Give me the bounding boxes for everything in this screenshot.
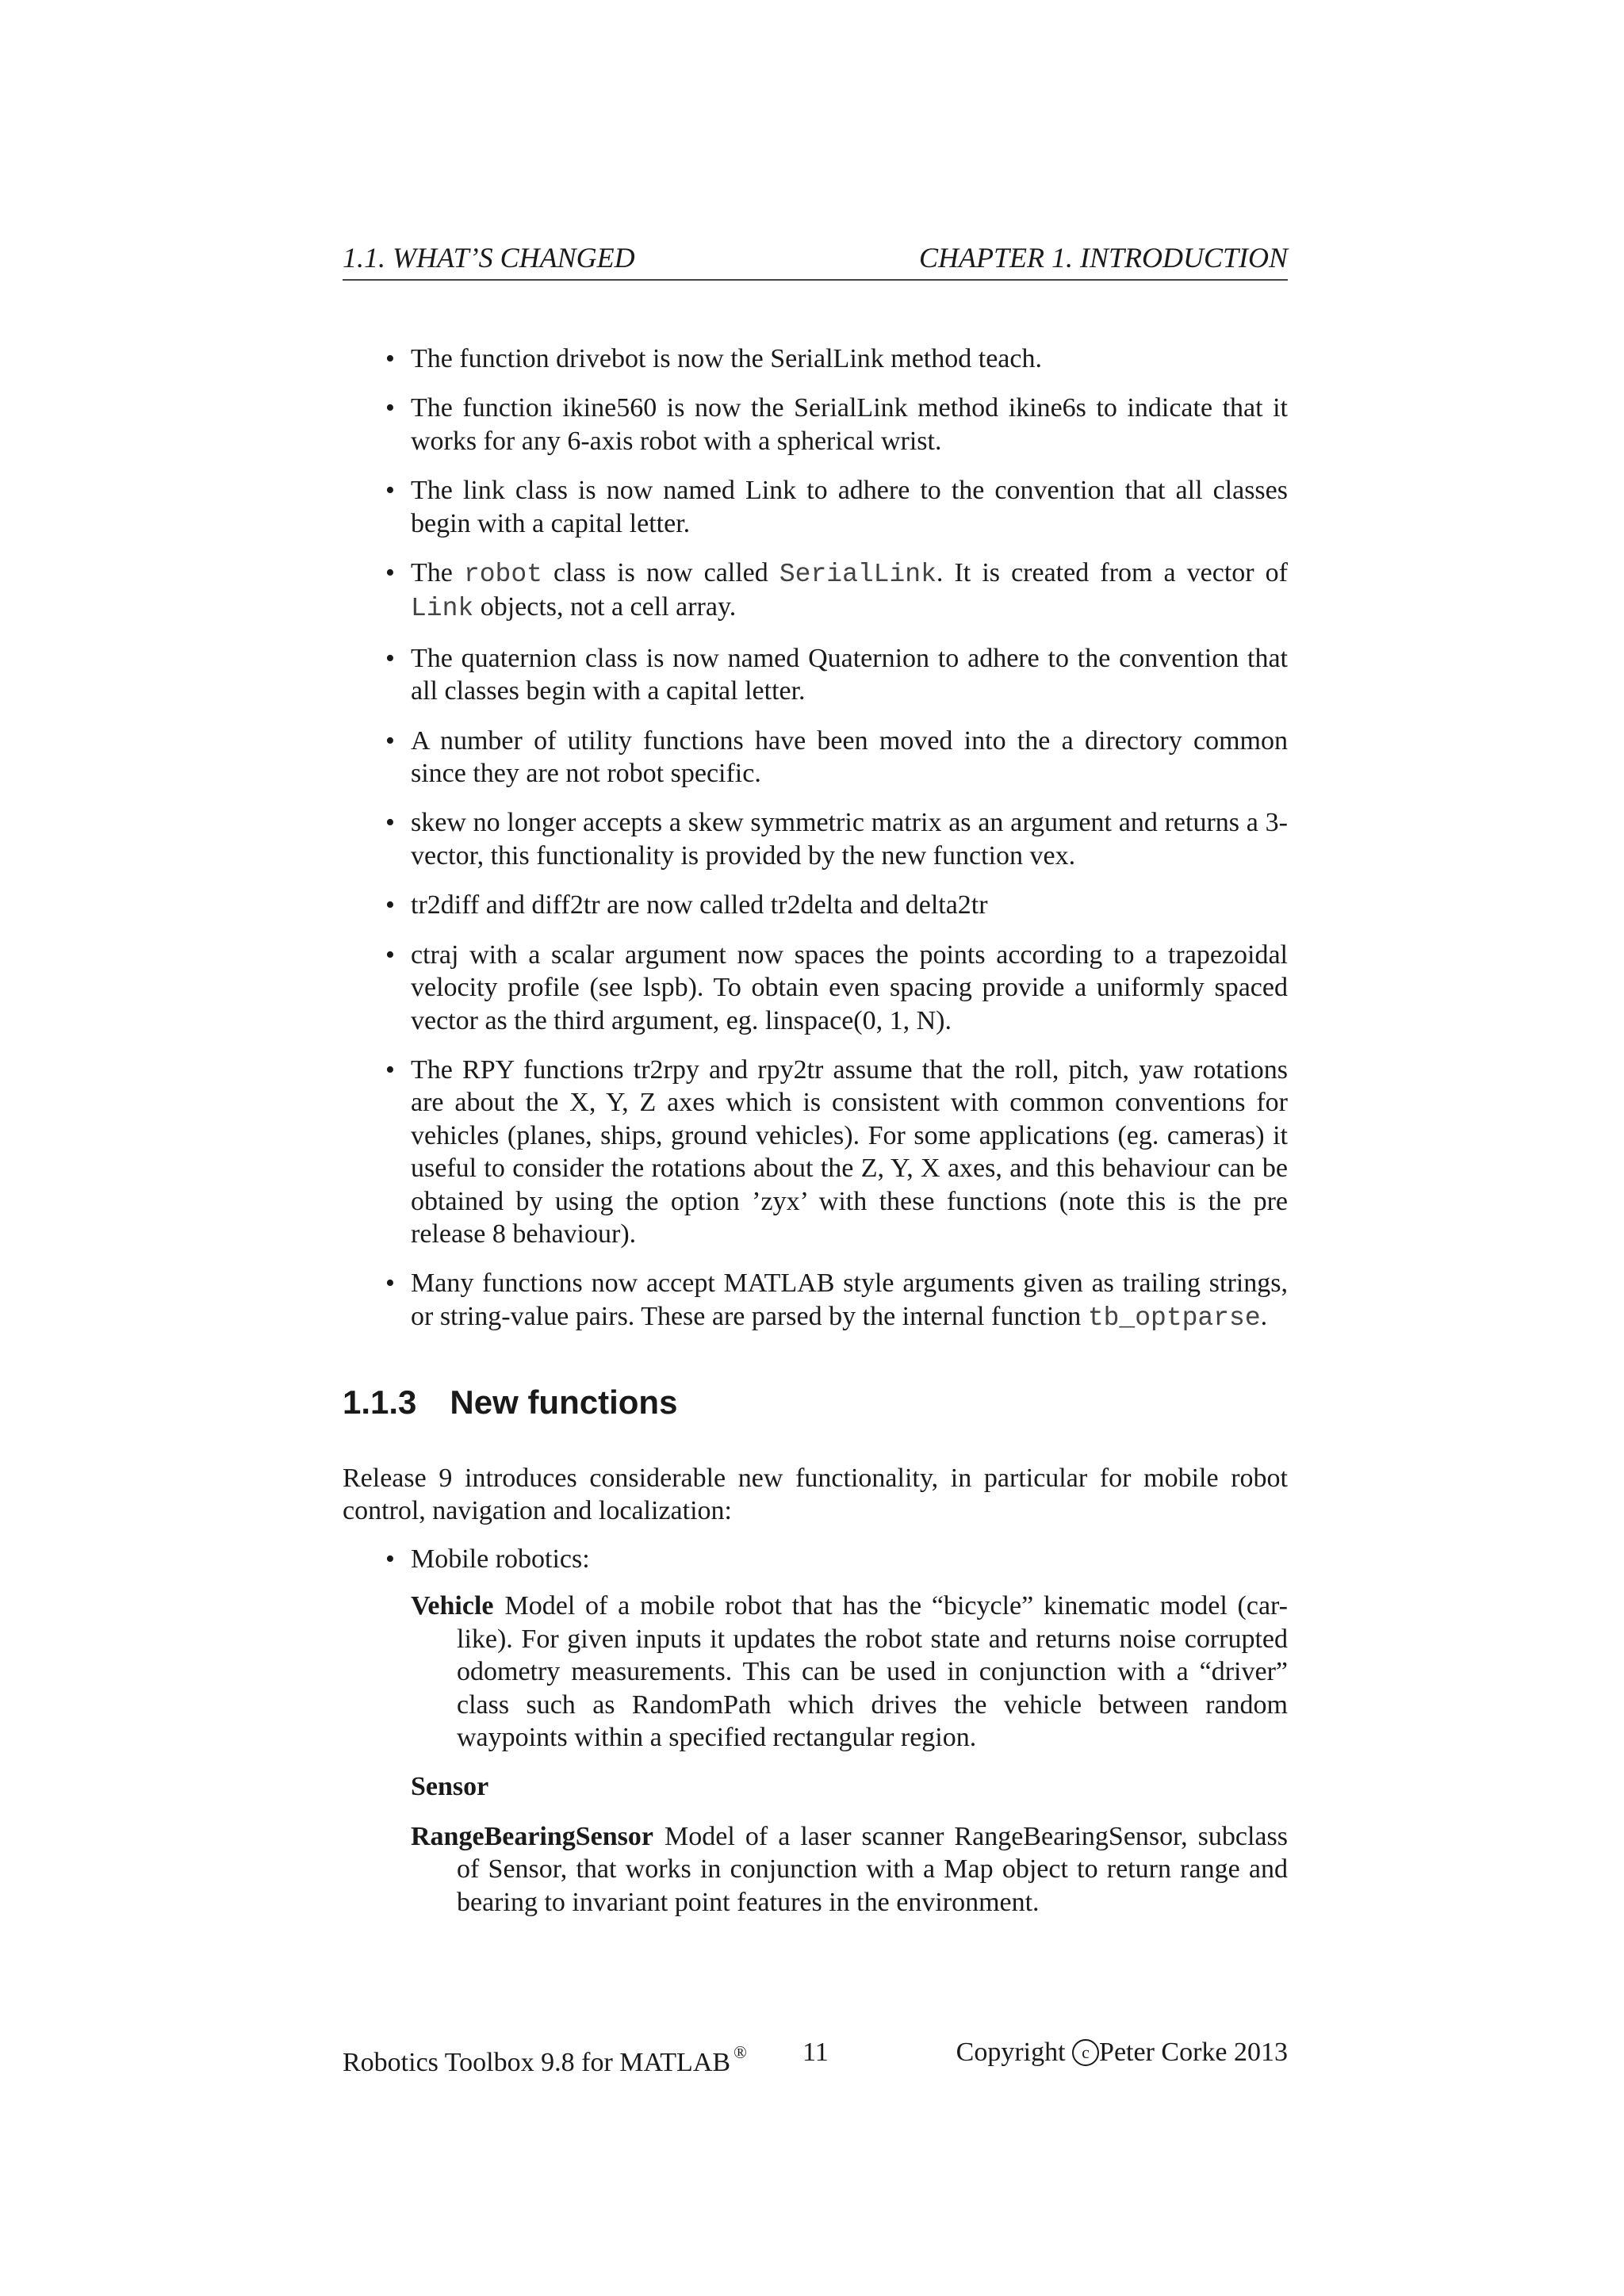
- text-segment: The quaternion class is now named Quaternion to adhere to the convention that all classes begin with a capital letter.: [411, 643, 1288, 706]
- definition-text: Model of a mobile robot that has the “bicycle” kinematic model (car-like). For given inputs it updates the robot state and returns noise corrupted odometry measurements. This can be used in conjunction with a “driver” class such as RandomPath which drives the vehicle between random waypoints within a specified rectangular region.: [457, 1591, 1288, 1753]
- text-segment: . It is created from a vector of: [936, 558, 1288, 588]
- definition-term: RangeBearingSensor: [411, 1821, 653, 1851]
- text-segment: tr2diff and diff2tr are now called tr2delta and delta2tr: [411, 890, 988, 920]
- text-segment: The: [411, 558, 464, 588]
- page-number: 11: [802, 2038, 829, 2067]
- running-head-section: 1.1. WHAT’S CHANGED: [343, 242, 635, 274]
- bullet: •: [385, 344, 395, 373]
- definition-term: Sensor: [411, 1772, 489, 1802]
- list-item: [343, 342, 1288, 375]
- definition-item: [411, 1590, 1288, 1754]
- list-item: [343, 474, 1288, 540]
- list-item: [343, 939, 1288, 1037]
- definition-term: Vehicle: [411, 1591, 494, 1621]
- text-segment: A number of utility functions have been moved into the a directory common since they are not robot specific.: [411, 725, 1288, 789]
- text-segment: The function drivebot is now the SerialLink method teach.: [411, 344, 1042, 373]
- text-segment: The RPY functions tr2rpy and rpy2tr assume that the roll, pitch, yaw rotations are about the X, Y, Z axes which is consistent with common conventions for vehicles (planes, ships, ground vehicles). For some applications (eg. cameras) it useful to consider the rotations about the Z, Y, X axes, and this behaviour can be obtained by using the option ’zyx’ with these functions (note this is the pre release 8 behaviour).: [411, 1054, 1288, 1249]
- list-item: [343, 392, 1288, 457]
- registered-mark: ®: [733, 2042, 747, 2062]
- section-number: 1.1.3: [343, 1383, 417, 1421]
- list-item: [343, 557, 1288, 626]
- bullet: •: [385, 476, 395, 506]
- definition-item: [411, 1820, 1288, 1919]
- footer-copyright: Copyright c Peter Corke 2013: [956, 2038, 1288, 2067]
- text-segment: Many functions now accept MATLAB style arguments given as trailing strings, or string-value pairs. These are parsed by the internal function: [411, 1269, 1288, 1331]
- bullet: •: [385, 1054, 395, 1085]
- list-item: [343, 806, 1288, 872]
- section-title: New functions: [450, 1383, 678, 1421]
- definition-item: [411, 1770, 1288, 1803]
- bullet: •: [385, 643, 395, 673]
- text-segment: ctraj with a scalar argument now spaces the points according to a trapezoidal velocity profile (see lspb). To obtain even spacing provide a uniformly spaced vector as the third argument, eg. linspace(0, 1, N).: [411, 939, 1288, 1035]
- text-segment: skew no longer accepts a skew symmetric matrix as an argument and returns a 3-vector, this functionality is provided by the new function vex.: [411, 808, 1288, 871]
- definition-text: Model of a laser scanner RangeBearingSensor, subclass of Sensor, that works in conjunction with a Map object to return range and bearing to invariant point features in the environment.: [457, 1821, 1288, 1917]
- list-item: [343, 725, 1288, 790]
- section-intro: Release 9 introduces considerable new functionality, in particular for mobile robot control, navigation and localization:: [343, 1464, 1288, 1526]
- copyright-symbol: c: [1072, 2039, 1099, 2066]
- text-segment: The link class is now named Link to adhere to the convention that all classes begin with a capital letter.: [411, 476, 1288, 538]
- bullet: •: [385, 725, 395, 756]
- main-content: [343, 342, 1288, 1351]
- text-segment: class is now called: [542, 558, 779, 588]
- running-head-chapter: CHAPTER 1. INTRODUCTION: [918, 242, 1288, 274]
- bullet: •: [385, 1269, 395, 1299]
- bullet: •: [385, 393, 395, 423]
- new-functions-list: [343, 1543, 1288, 1935]
- bullet: •: [385, 1544, 395, 1574]
- text-segment: .: [1260, 1301, 1268, 1331]
- text-segment: The function ikine560 is now the SerialLink method ikine6s to indicate that it works for any 6-axis robot with a spherical wrist.: [411, 393, 1288, 456]
- code-identifier: robot: [463, 560, 542, 590]
- text-segment: objects, not a cell array.: [473, 592, 737, 622]
- list-item: [343, 642, 1288, 708]
- code-identifier: Link: [411, 594, 474, 624]
- bullet: •: [385, 808, 395, 838]
- list-item: [343, 1054, 1288, 1250]
- page-header: [343, 236, 1288, 281]
- bullet: •: [385, 890, 395, 920]
- footer-title: Robotics Toolbox 9.8 for MATLAB ®: [343, 2042, 747, 2077]
- list-item: [343, 1543, 1288, 1575]
- code-identifier: SerialLink: [779, 560, 936, 590]
- list-item: [343, 1267, 1288, 1334]
- changes-list: [343, 342, 1288, 1334]
- section-heading: [343, 1383, 677, 1422]
- bullet: •: [385, 558, 395, 588]
- list-item-label: Mobile robotics:: [411, 1544, 590, 1574]
- bullet: •: [385, 939, 395, 970]
- definition-list: [411, 1590, 1288, 1919]
- code-identifier: tb_optparse: [1087, 1303, 1261, 1333]
- list-item: [343, 889, 1288, 921]
